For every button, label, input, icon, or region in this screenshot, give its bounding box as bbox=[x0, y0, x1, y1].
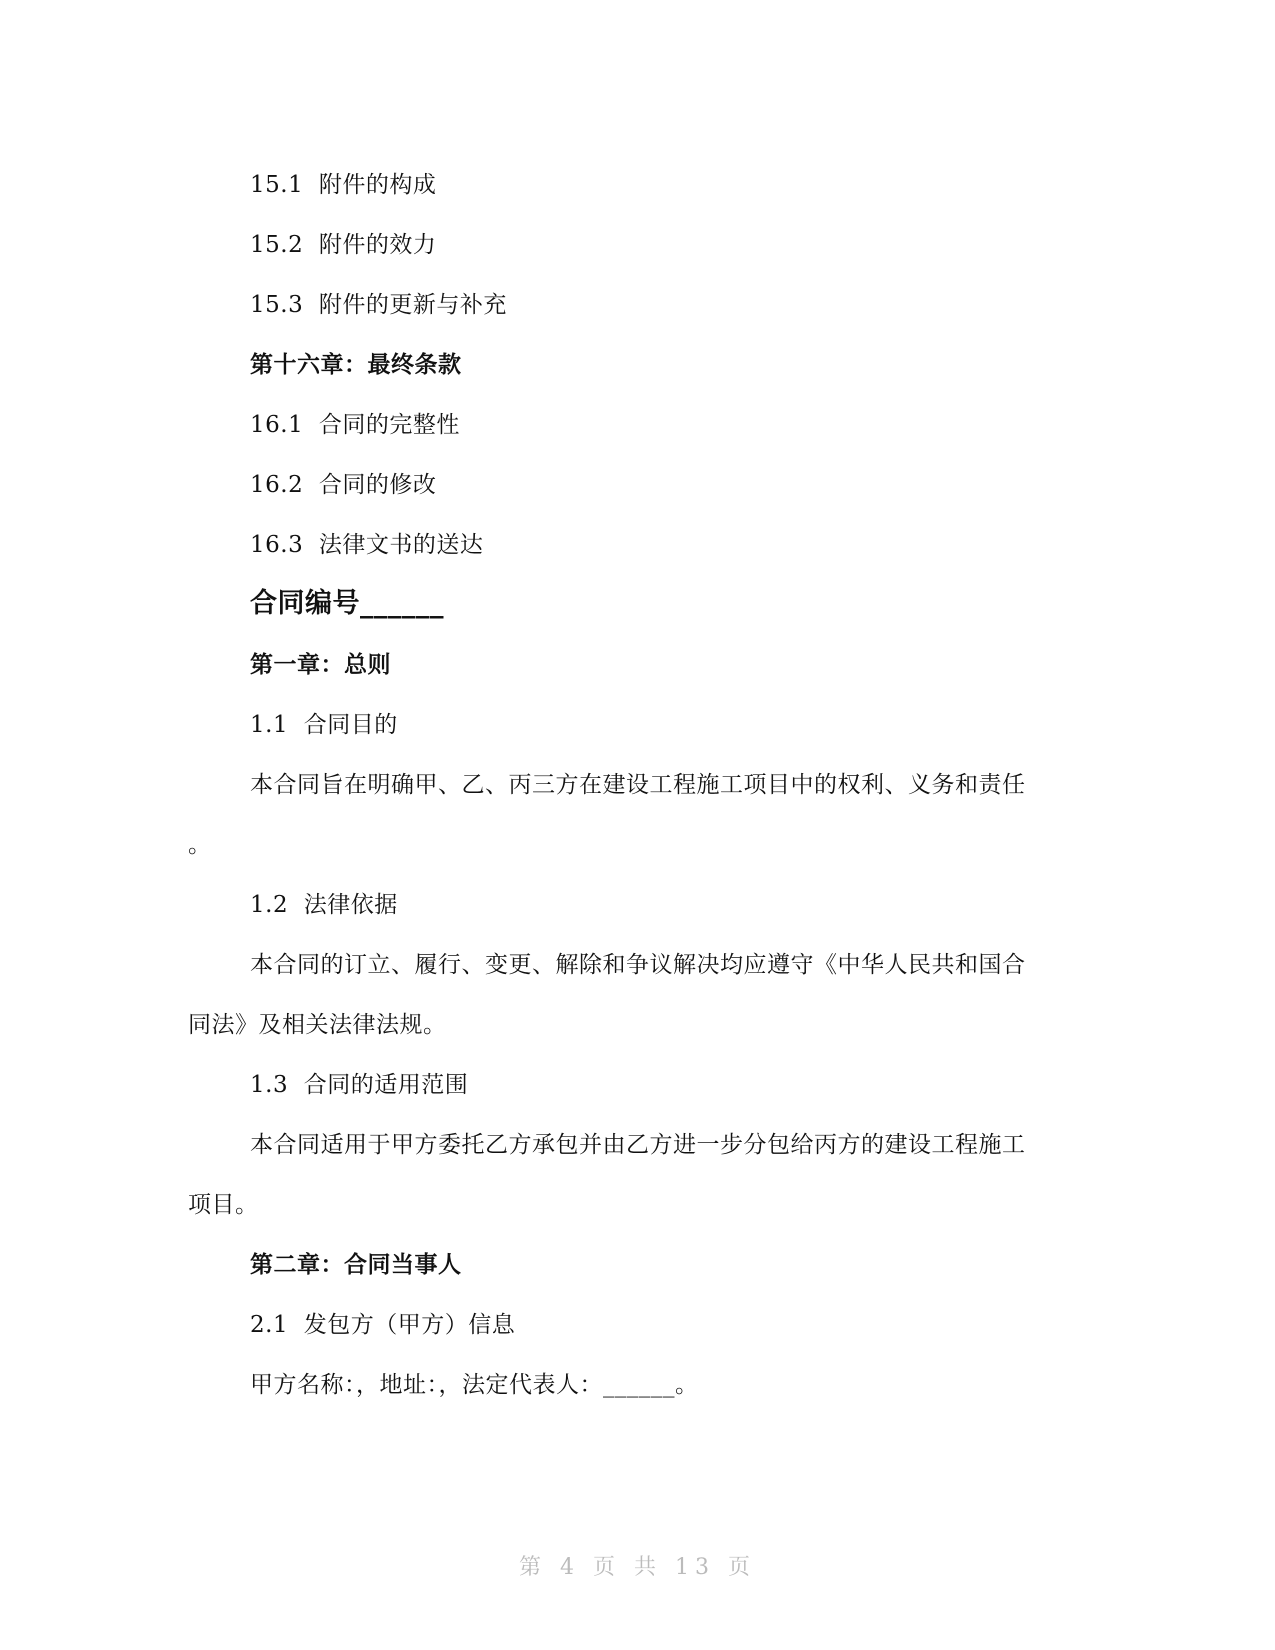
section-heading: 合同目的 bbox=[303, 712, 398, 738]
section-15-2 bbox=[250, 230, 436, 260]
page-footer: 第 4 页 共 13 页 bbox=[519, 1555, 756, 1580]
party-a-info-line: 甲方名称：，地址：，法定代表人：______。 bbox=[250, 1372, 699, 1398]
paragraph-1-3-line2: 项目。 bbox=[188, 1192, 259, 1218]
section-number: 16.2 bbox=[250, 472, 304, 498]
section-heading: 附件的效力 bbox=[318, 232, 437, 258]
section-heading: 发包方（甲方）信息 bbox=[303, 1312, 516, 1338]
section-heading: 附件的构成 bbox=[318, 172, 437, 198]
section-number: 1.3 bbox=[250, 1072, 289, 1098]
paragraph-1-1-line1: 本合同旨在明确甲、乙、丙三方在建设工程施工项目中的权利、义务和责任 bbox=[250, 772, 1026, 798]
section-heading: 合同的适用范围 bbox=[303, 1072, 469, 1098]
section-number: 15.1 bbox=[250, 172, 304, 198]
section-15-1 bbox=[250, 170, 436, 200]
section-16-2 bbox=[250, 470, 436, 500]
chapter-1-heading: 第一章：总则 bbox=[250, 652, 391, 678]
section-number: 16.1 bbox=[250, 412, 304, 438]
paragraph-1-3-line1: 本合同适用于甲方委托乙方承包并由乙方进一步分包给丙方的建设工程施工 bbox=[250, 1132, 1026, 1158]
section-number: 1.1 bbox=[250, 712, 289, 738]
section-number: 15.3 bbox=[250, 292, 304, 318]
section-number: 1.2 bbox=[250, 892, 289, 918]
contract-number-title: 合同编号______ bbox=[250, 588, 444, 619]
section-heading: 合同的修改 bbox=[318, 472, 437, 498]
chapter-16-heading: 第十六章：最终条款 bbox=[250, 352, 462, 378]
section-number: 2.1 bbox=[250, 1312, 289, 1338]
section-heading: 法律文书的送达 bbox=[318, 532, 484, 558]
section-number: 16.3 bbox=[250, 532, 304, 558]
section-1-3 bbox=[250, 1070, 468, 1100]
section-16-1 bbox=[250, 410, 460, 440]
paragraph-1-1-line2: 。 bbox=[188, 832, 212, 858]
chapter-2-heading: 第二章：合同当事人 bbox=[250, 1252, 462, 1278]
section-1-2 bbox=[250, 890, 398, 920]
section-heading: 附件的更新与补充 bbox=[318, 292, 507, 318]
section-heading: 合同的完整性 bbox=[318, 412, 460, 438]
section-number: 15.2 bbox=[250, 232, 304, 258]
paragraph-1-2-line2: 同法》及相关法律法规。 bbox=[188, 1012, 447, 1038]
section-heading: 法律依据 bbox=[303, 892, 398, 918]
section-16-3 bbox=[250, 530, 483, 560]
section-15-3 bbox=[250, 290, 507, 320]
section-2-1 bbox=[250, 1310, 515, 1340]
paragraph-1-2-line1: 本合同的订立、履行、变更、解除和争议解决均应遵守《中华人民共和国合 bbox=[250, 952, 1026, 978]
section-1-1 bbox=[250, 710, 398, 740]
